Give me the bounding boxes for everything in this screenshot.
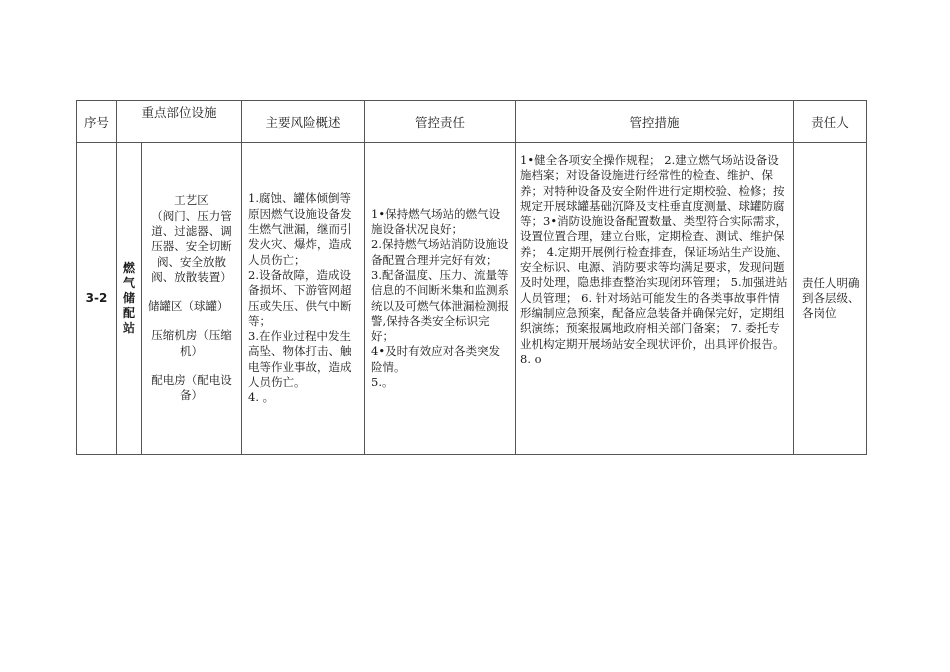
measure-item: 1•健全各项安全操作规程； (520, 153, 661, 167)
responsibility-item: 5.。 (371, 374, 394, 389)
header-risk: 主要风险概述 (242, 101, 365, 143)
area-process-detail: （阀门、压力管道、过滤器、调压器、安全切断阀、安全放散阀、放散装置） (151, 208, 232, 284)
measure-item: 8. o (520, 351, 542, 366)
risk-item: 3.在作业过程中发生高坠、物体打击、触电等作业事故，造成人员伤亡。 (248, 329, 352, 389)
station-char: 燃 (122, 261, 135, 275)
measure-item: 2.建立燃气场站设备设施档案；对设备设施进行经常性的检查、维护、保养；对特种设备及安全附件进行定期校验、检修；按规定开展球罐基础沉降及支柱垂直度测量、球罐防腐等；3•消防设施设备配置数量、类型符合实际需求，设置位置合理，建立台账，定期检查、测试、维护保养； (520, 153, 788, 259)
header-row (77, 101, 867, 143)
risk-item: 2.设备故障，造成设备损坏、下游管网超压或失压、供气中断等； (248, 267, 352, 328)
responsibility-item: 2.保持燃气场站消防设施设备配置合理并完好有效； (371, 237, 509, 267)
risk-item: 4. 。 (248, 390, 275, 405)
station-char: 配 (122, 306, 135, 320)
header-seq: 序号 (77, 101, 117, 143)
responsibility-item: 4•及时有效应对各类突发险情。 (371, 344, 501, 374)
measure-item: 6. 针对场站可能发生的各类事故事件情形编制应急预案，配备应急装备并确保完好，定期组织演练；预案报属地政府相关部门备案； (520, 290, 785, 336)
table-row (77, 143, 867, 455)
responsibility-item: 1•保持燃气场站的燃气设施设备状况良好； (371, 206, 501, 237)
facility-areas (142, 143, 242, 455)
header-measures: 管控措施 (516, 101, 794, 143)
area-power: 配电房（配电设备） (151, 373, 232, 403)
station-name (117, 143, 142, 455)
measure-item: 4.定期开展例行检查排查，保证场站生产设施、安全标识、电源、消防要求等均满足要求，发现问题及时处理，隐患排查整治实现闭环管理； (520, 244, 788, 290)
responsible-person: 责任人明确到各层级、各岗位 (794, 143, 867, 455)
row-seq: 3-2 (77, 143, 117, 455)
area-process-title: 工艺区 (174, 193, 209, 208)
risk-item: 1.腐蚀、罐体倾倒等原因燃气设施设备发生燃气泄漏，继而引发火灾、爆炸，造成人员伤亡； (248, 191, 352, 267)
station-char: 储 (122, 291, 135, 305)
header-responsibility: 管控责任 (365, 101, 516, 143)
station-char: 气 (122, 276, 135, 290)
measure-item: 5.加强进站人员管理； (520, 275, 788, 305)
station-char: 站 (122, 321, 135, 335)
control-responsibility (365, 143, 516, 455)
risk-summary (242, 143, 365, 455)
risk-control-table (76, 100, 867, 455)
area-compressor: 压缩机房（压缩机） (151, 328, 232, 358)
header-owner: 责任人 (794, 101, 867, 143)
area-tank: 储罐区（球罐） (148, 299, 229, 314)
control-measures (516, 143, 794, 455)
responsibility-item: 3.配备温度、压力、流量等信息的不间断米集和监测系统以及可燃气体泄漏检测报警,保持各类安全标识完好； (371, 267, 510, 344)
measure-item: 7. 委托专业机构定期开展场站安全现状评价，出具评价报告。 (520, 321, 785, 351)
header-location: 重点部位设施 (117, 101, 242, 143)
